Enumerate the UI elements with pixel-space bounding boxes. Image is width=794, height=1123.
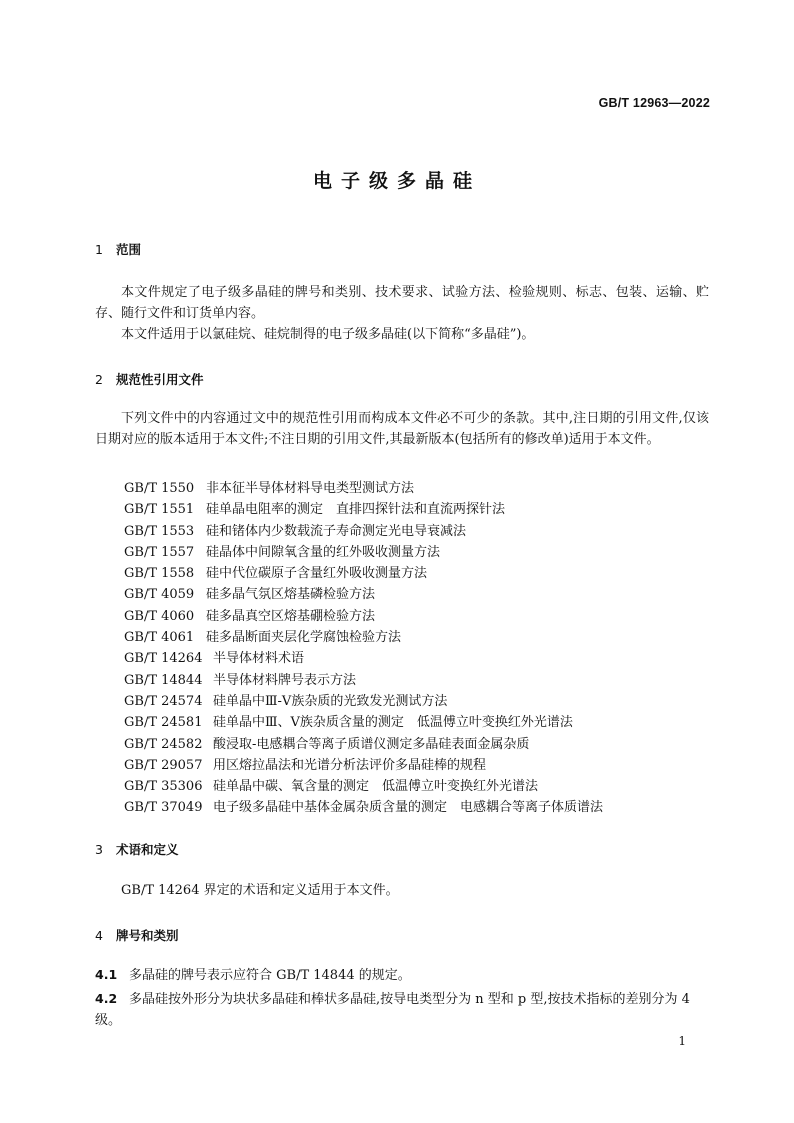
reference-title: 硅多晶真空区熔基硼检验方法 — [206, 608, 376, 624]
reference-code: GB/T 14844 — [124, 672, 203, 688]
document-title: 电子级多晶硅 — [312, 170, 481, 192]
reference-item — [124, 542, 603, 563]
reference-title: 硅单晶电阻率的测定 直排四探针法和直流两探针法 — [206, 502, 506, 518]
reference-item — [124, 797, 603, 818]
reference-item — [124, 648, 603, 669]
reference-code: GB/T 4060 — [124, 608, 195, 624]
reference-code: GB/T 1558 — [124, 566, 195, 582]
reference-title: 硅中代位碳原子含量红外吸收测量方法 — [206, 566, 428, 582]
reference-title: 硅晶体中间隙氧含量的红外吸收测量方法 — [206, 544, 441, 560]
reference-code: GB/T 1553 — [124, 523, 195, 539]
section-number: 1 — [95, 242, 103, 257]
reference-item — [124, 584, 603, 605]
normative-intro — [95, 408, 709, 450]
reference-item — [124, 521, 603, 542]
reference-item — [124, 734, 603, 755]
reference-list — [124, 478, 603, 819]
normative-intro-paragraph: 下列文件中的内容通过文中的规范性引用而构成本文件必不可少的条款。其中,注日期的引用文件,仅该日期对应的版本适用于本文件;不注日期的引用文件,其最新版本(包括所有的修改单)适用于本文件。 — [95, 411, 709, 447]
reference-title: 硅和锗体内少数载流子寿命测定光电导衰减法 — [206, 523, 467, 539]
page-number: 1 — [678, 1034, 686, 1048]
section-title: 范围 — [116, 242, 142, 257]
reference-title: 硅多晶断面夹层化学腐蚀检验方法 — [206, 630, 402, 646]
reference-title: 硅多晶气氛区熔基磷检验方法 — [206, 587, 376, 603]
section-title: 术语和定义 — [116, 842, 179, 857]
scope-paragraph-2: 本文件适用于以氯硅烷、硅烷制得的电子级多晶硅(以下简称“多晶硅”)。 — [121, 327, 535, 342]
section-heading-1 — [95, 240, 141, 258]
clause-text: 多晶硅的牌号表示应符合 GB/T 14844 的规定。 — [129, 968, 411, 983]
reference-title: 电子级多晶硅中基体金属杂质含量的测定 电感耦合等离子体质谱法 — [213, 800, 604, 816]
reference-code: GB/T 1550 — [124, 481, 195, 496]
reference-code: GB/T 24582 — [124, 736, 203, 752]
terms-paragraph: GB/T 14264 界定的术语和定义适用于本文件。 — [121, 883, 399, 898]
reference-item — [124, 691, 603, 712]
reference-code: GB/T 4061 — [124, 630, 195, 646]
reference-item — [124, 712, 603, 733]
reference-item — [124, 478, 603, 499]
scope-text — [95, 282, 709, 345]
section-number: 2 — [95, 372, 103, 387]
reference-title: 半导体材料术语 — [213, 651, 305, 667]
reference-item — [124, 755, 603, 776]
clause-number: 4.2 — [95, 991, 118, 1006]
reference-code: GB/T 4059 — [124, 587, 195, 603]
section-title: 牌号和类别 — [116, 928, 179, 943]
clause-number: 4.1 — [95, 967, 118, 982]
scope-paragraph-1: 本文件规定了电子级多晶硅的牌号和类别、技术要求、试验方法、检验规则、标志、包装、运输、贮存、随行文件和订货单内容。 — [95, 285, 709, 321]
reference-code: GB/T 14264 — [124, 651, 203, 667]
reference-code: GB/T 37049 — [124, 800, 203, 816]
section-number: 4 — [95, 928, 103, 943]
reference-title: 硅单晶中碳、氧含量的测定 低温傅立叶变换红外光谱法 — [213, 779, 539, 795]
reference-item — [124, 499, 603, 520]
reference-code: GB/T 1551 — [124, 502, 195, 518]
section-heading-3 — [95, 840, 179, 858]
reference-title: 非本征半导体材料导电类型测试方法 — [206, 481, 415, 496]
reference-item — [124, 670, 603, 691]
reference-title: 酸浸取-电感耦合等离子质谱仪测定多晶硅表面金属杂质 — [213, 736, 530, 752]
reference-code: GB/T 29057 — [124, 757, 203, 773]
reference-title: 硅单晶中Ⅲ、Ⅴ族杂质含量的测定 低温傅立叶变换红外光谱法 — [213, 715, 573, 731]
section-heading-4 — [95, 926, 179, 944]
standard-number: GB/T 12963—2022 — [598, 96, 710, 110]
clause-text: 多晶硅按外形分为块状多晶硅和棒状多晶硅,按导电类型分为 n 型和 p 型,按技术指标的差别分为 4 级。 — [95, 992, 690, 1028]
reference-title: 硅单晶中Ⅲ-Ⅴ族杂质的光致发光测试方法 — [213, 693, 448, 709]
section-heading-2 — [95, 370, 204, 388]
section-title: 规范性引用文件 — [116, 372, 204, 387]
reference-code: GB/T 35306 — [124, 779, 203, 795]
reference-code: GB/T 24574 — [124, 693, 203, 709]
reference-item — [124, 776, 603, 797]
clause-4-1 — [95, 964, 709, 986]
terms-text — [95, 880, 709, 901]
reference-code: GB/T 24581 — [124, 715, 203, 731]
reference-item — [124, 627, 603, 648]
clause-4-2 — [95, 988, 709, 1031]
reference-title: 半导体材料牌号表示方法 — [213, 672, 357, 688]
reference-title: 用区熔拉晶法和光谱分析法评价多晶硅棒的规程 — [213, 757, 487, 773]
reference-item — [124, 563, 603, 584]
reference-item — [124, 606, 603, 627]
reference-code: GB/T 1557 — [124, 544, 195, 560]
section-number: 3 — [95, 842, 103, 857]
